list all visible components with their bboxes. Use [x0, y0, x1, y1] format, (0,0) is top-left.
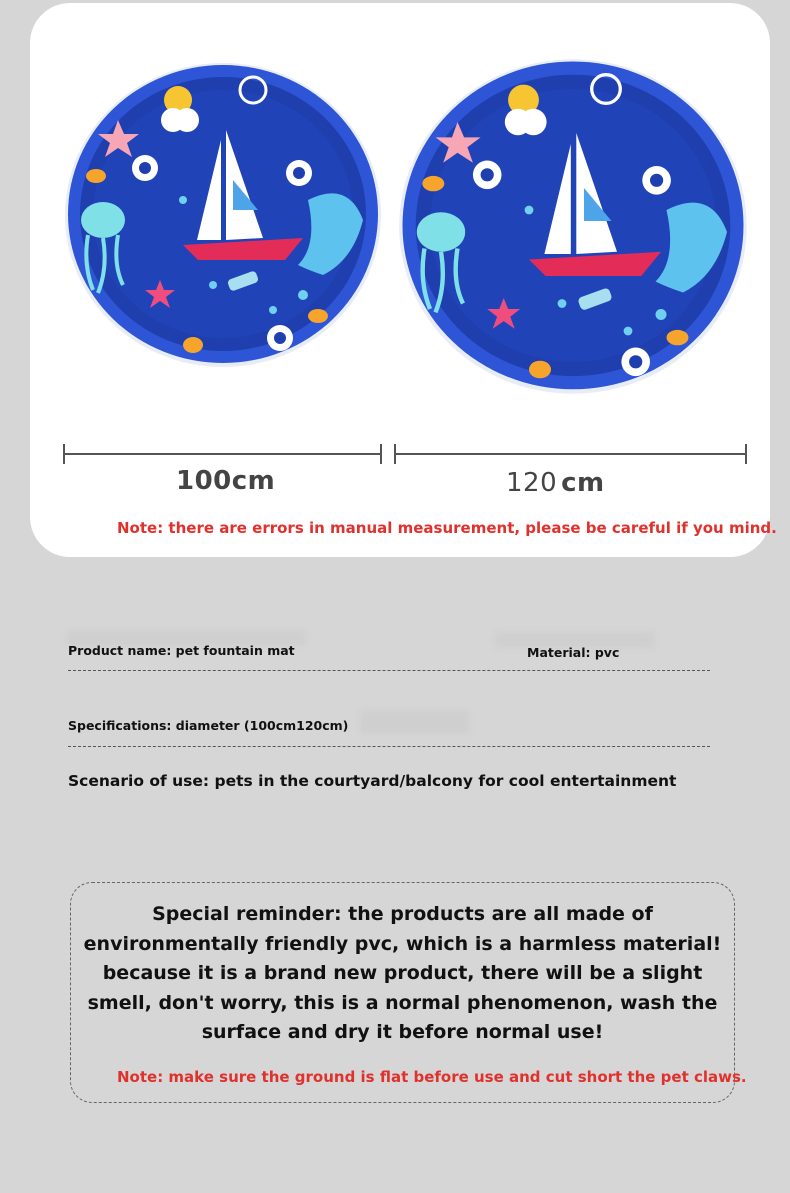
- dimension-line-small: [63, 453, 381, 455]
- dimension-label-small: 100cm: [176, 466, 276, 496]
- dimension-tick: [380, 444, 382, 464]
- dimension-tick: [394, 444, 396, 464]
- special-reminder-text: Special reminder: the products are all made of environmentally friendly pvc, which is a harmless material! because it is a brand new product, there will be a slight smell, don't worry, this is a normal phenomenon, wash the surface and dry it before normal use!: [83, 903, 722, 1043]
- fountain-mat-large-image: [397, 55, 749, 398]
- dimension-label-large: [506, 468, 605, 498]
- product-name: Product name: pet fountain mat: [68, 643, 295, 658]
- dimension-line-large: [394, 453, 746, 455]
- measurement-note: Note: there are errors in manual measurement, please be careful if you mind.: [117, 519, 777, 537]
- divider: [68, 746, 710, 747]
- dimension-tick: [745, 444, 747, 464]
- fountain-mat-small-image: [63, 60, 383, 370]
- scenario-of-use: Scenario of use: pets in the courtyard/balcony for cool entertainment: [68, 772, 677, 790]
- material: Material: pvc: [527, 645, 620, 660]
- dimension-number-large: 120: [506, 468, 558, 498]
- dimension-tick: [63, 444, 65, 464]
- blurred-watermark: [360, 710, 470, 734]
- specifications: Specifications: diameter (100cm120cm): [68, 718, 349, 733]
- usage-note: Note: make sure the ground is flat before use and cut short the pet claws.: [117, 1068, 747, 1086]
- divider: [68, 670, 710, 671]
- dimension-unit-large: cm: [561, 468, 605, 498]
